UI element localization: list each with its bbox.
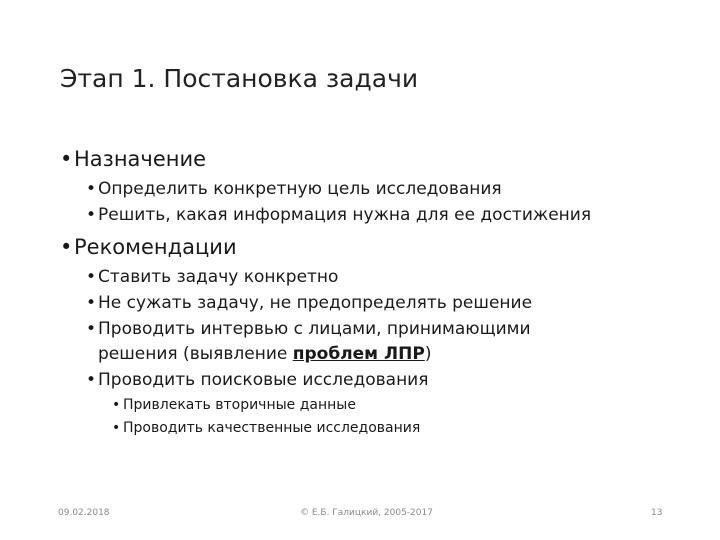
list-item [86,293,532,313]
bullet-icon: • [86,179,97,199]
list-item-continuation [98,344,431,364]
bullet-icon: • [60,235,73,259]
bullet-icon: • [112,397,121,413]
list-item-label: Решить, какая информация нужна для ее достижения [98,205,592,225]
bullet-icon: • [86,205,97,225]
list-item [86,319,531,339]
section-heading-purpose [60,147,206,172]
page-number: 13 [651,508,663,518]
list-item-text: решения (выявление [98,344,293,364]
sub-list-item [112,397,356,414]
list-item [86,205,591,225]
sub-list-item [112,420,420,437]
slide-title: Этап 1. Постановка задачи [60,64,419,93]
bullet-icon: • [86,319,97,339]
list-item [86,179,502,199]
sub-list-item-label: Привлекать вторичные данные [123,397,356,413]
list-item [86,370,428,390]
footer-copyright: © Е.Б. Галицкий, 2005-2017 [300,508,433,518]
list-item-label: Определить конкретную цель исследования [98,179,502,199]
bullet-icon: • [86,267,97,287]
sub-list-item-label: Проводить качественные исследования [123,420,421,436]
list-item-label: Проводить поисковые исследования [98,370,429,390]
list-item-label: Не сужать задачу, не предопределять решение [98,293,533,313]
bullet-icon: • [86,370,97,390]
section-heading-label: Назначение [74,147,207,171]
bullet-icon: • [86,293,97,313]
bullet-icon: • [60,147,73,171]
lpr-problems-link[interactable]: проблем ЛПР [292,344,425,364]
footer-date: 09.02.2018 [58,508,110,518]
bullet-icon: • [112,420,121,436]
list-item [86,267,338,287]
list-item-label: Ставить задачу конкретно [98,267,339,287]
section-heading-recommendations [60,235,237,260]
list-item-label: Проводить интервью с лицами, принимающими [98,319,531,339]
section-heading-label: Рекомендации [74,235,237,259]
list-item-text: ) [424,344,432,364]
